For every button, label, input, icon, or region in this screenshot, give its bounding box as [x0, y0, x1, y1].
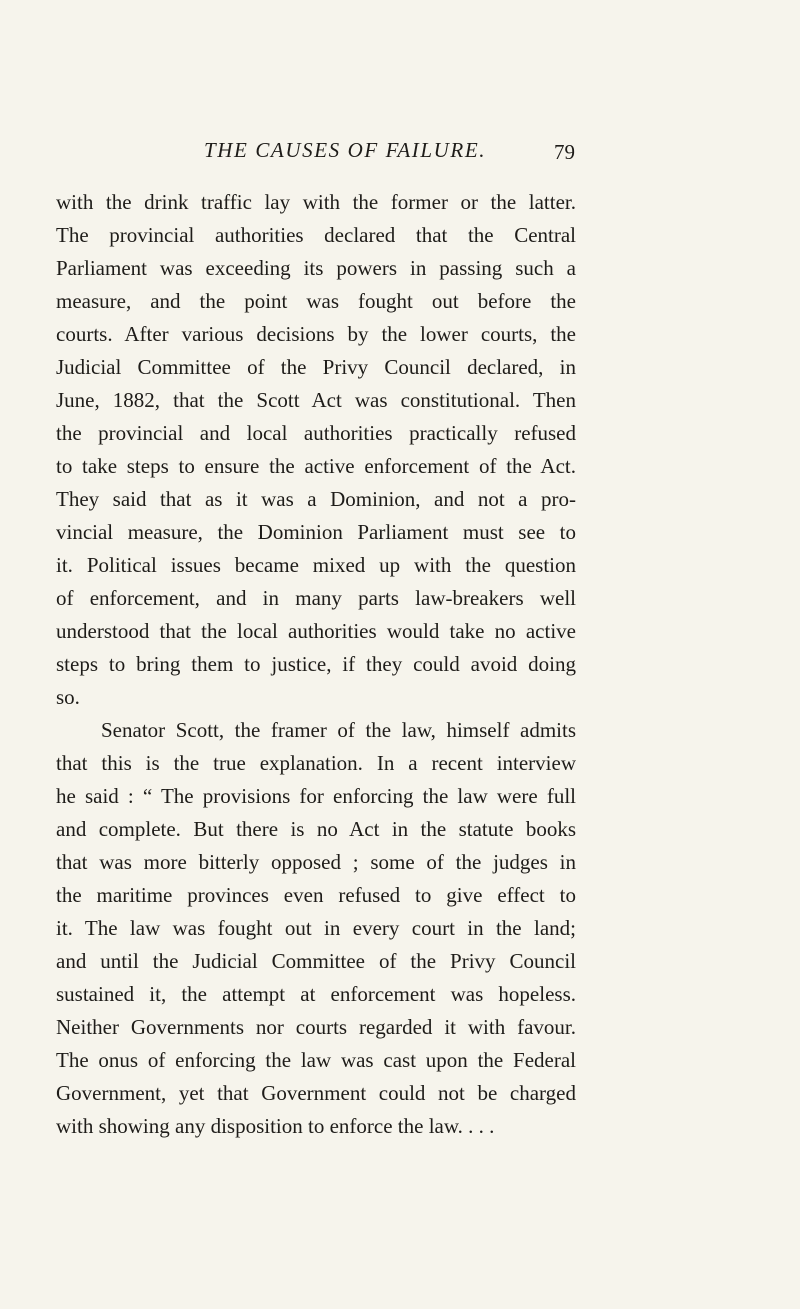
text-line: Neither Governments nor courts regarded it with favour. [56, 1015, 576, 1039]
text-line: that was more bitterly opposed ; some of the judges in [56, 850, 576, 874]
text-line: it. Political issues became mixed up with the question [56, 553, 576, 577]
text-line: and until the Judicial Committee of the Privy Council [56, 949, 576, 973]
text-line: of enforcement, and in many parts law-breakers well [56, 586, 576, 610]
page-number: 79 [554, 140, 575, 164]
text-line: Government, yet that Government could not be charged [56, 1081, 576, 1105]
text-line: the maritime provinces even refused to give effect to [56, 883, 576, 907]
text-line: The provincial authorities declared that the Central [56, 223, 576, 247]
text-line: Judicial Committee of the Privy Council declared, in [56, 355, 576, 379]
running-title: THE CAUSES OF FAILURE. [204, 138, 487, 162]
text-line: understood that the local authorities would take no active [56, 619, 576, 643]
body-text [56, 186, 576, 1143]
text-line: it. The law was fought out in every court in the land; [56, 916, 576, 940]
text-line: and complete. But there is no Act in the statute books [56, 817, 576, 841]
text-line: They said that as it was a Dominion, and not a pro- [56, 487, 576, 511]
text-line: with showing any disposition to enforce the law. . . . [56, 1114, 495, 1138]
text-line: steps to bring them to justice, if they could avoid doing [56, 652, 576, 676]
text-line: Parliament was exceeding its powers in passing such a [56, 256, 576, 280]
text-line: The onus of enforcing the law was cast upon the Federal [56, 1048, 576, 1072]
text-line: to take steps to ensure the active enforcement of the Act. [56, 454, 576, 478]
running-header [0, 138, 800, 168]
text-line: with the drink traffic lay with the former or the latter. [56, 190, 576, 214]
text-line: the provincial and local authorities practically refused [56, 421, 576, 445]
text-line: courts. After various decisions by the lower courts, the [56, 322, 576, 346]
text-line: sustained it, the attempt at enforcement was hopeless. [56, 982, 576, 1006]
paragraph-first-line: Senator Scott, the framer of the law, himself admits [101, 718, 576, 742]
text-line: June, 1882, that the Scott Act was constitutional. Then [56, 388, 576, 412]
text-line: vincial measure, the Dominion Parliament must see to [56, 520, 576, 544]
paragraph-end-line: so. [56, 685, 80, 709]
text-line: he said : “ The provisions for enforcing the law were full [56, 784, 576, 808]
text-line: that this is the true explanation. In a recent interview [56, 751, 576, 775]
text-line: measure, and the point was fought out before the [56, 289, 576, 313]
